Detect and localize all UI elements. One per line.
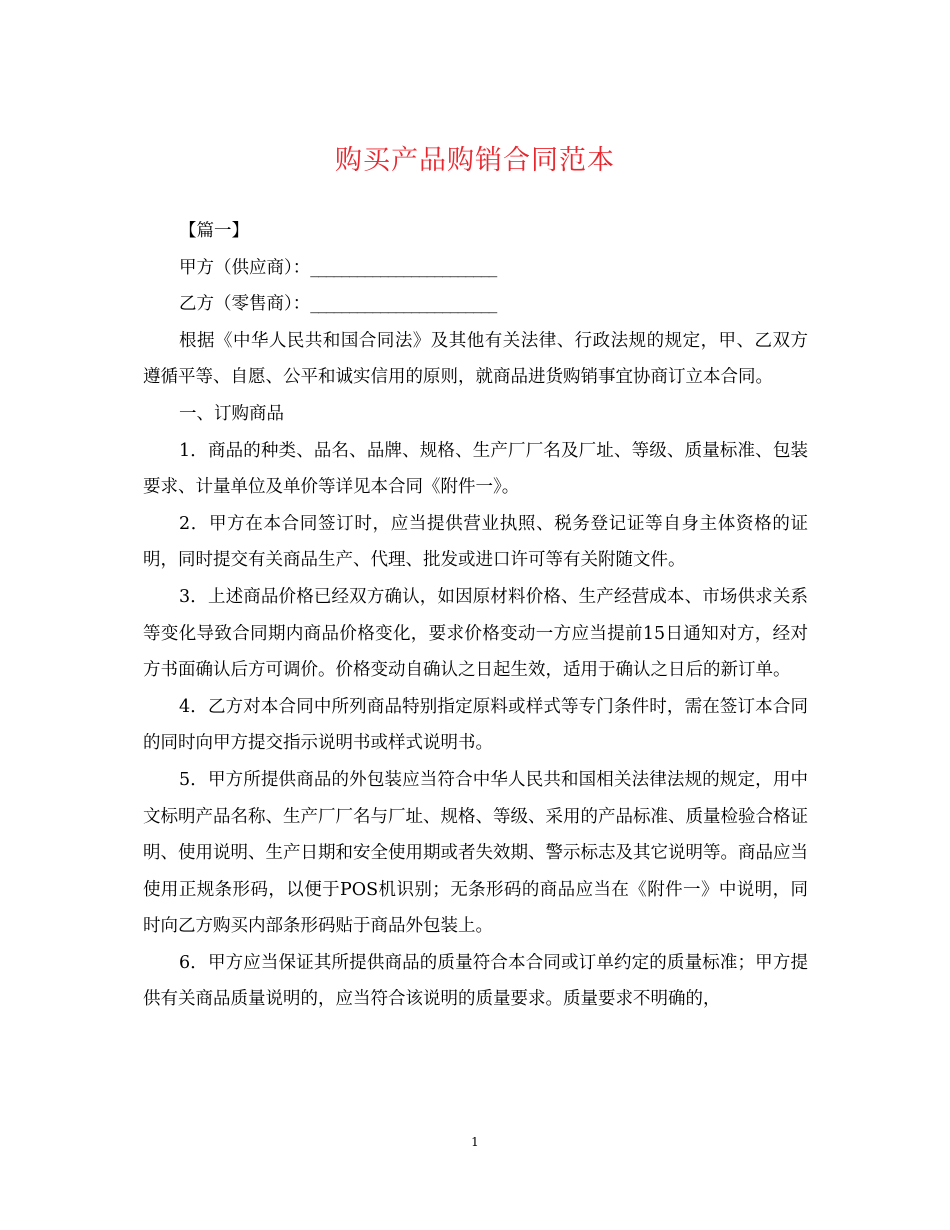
paragraph-preamble: 根据《中华人民共和国合同法》及其他有关法律、行政法规的规定，甲、乙双方遵循平等、自愿、公平和诚实信用的原则，就商品进货购销事宜协商订立本合同。 <box>143 330 808 388</box>
page-number: 1 <box>471 1135 479 1149</box>
paragraph-clause-4: 4．乙方对本合同中所列商品特别指定原料或样式等专门条件时，需在签订本合同的同时向甲方提交指示说明书或样式说明书。 <box>143 696 808 754</box>
party-b-blank: ________________________ <box>310 294 497 315</box>
section-label: 【篇一】 <box>179 221 249 241</box>
party-a-blank: ________________________ <box>310 257 497 278</box>
party-b-line <box>143 286 808 323</box>
document-body <box>143 213 808 1018</box>
document-title: 购买产品购销合同范本 <box>335 145 615 176</box>
party-a-label: 甲方（供应商）： <box>179 257 311 278</box>
party-a-line <box>143 250 808 287</box>
paragraph-clause-6: 6．甲方应当保证其所提供商品的质量符合本合同或订单约定的质量标准；甲方提供有关商品质量说明的，应当符合该说明的质量要求。质量要求不明确的， <box>143 952 808 1010</box>
paragraph-clause-2: 2．甲方在本合同签订时，应当提供营业执照、税务登记证等自身主体资格的证明，同时提交有关商品生产、代理、批发或进口许可等有关附随文件。 <box>143 513 808 571</box>
paragraph-clause-1: 1．商品的种类、品名、品牌、规格、生产厂厂名及厂址、等级、质量标准、包装要求、计量单位及单价等详见本合同《附件一》。 <box>143 440 808 498</box>
party-b-label: 乙方（零售商）： <box>179 294 311 315</box>
section-heading <box>143 213 808 250</box>
paragraph-clause-3: 3．上述商品价格已经双方确认，如因原材料价格、生产经营成本、市场供求关系等变化导致合同期内商品价格变化，要求价格变动一方应当提前15日通知对方，经对方书面确认后方可调价。价格变动自确认之日起生效，适用于确认之日后的新订单。 <box>143 586 808 681</box>
paragraph-clause-5: 5．甲方所提供商品的外包装应当符合中华人民共和国相关法律法规的规定，用中文标明产品名称、生产厂厂名与厂址、规格、等级、采用的产品标准、质量检验合格证明、使用说明、生产日期和安全使用期或者失效期、警示标志及其它说明等。商品应当使用正规条形码，以便于POS机识别；无条形码的商品应当在《附件一》中说明，同时向乙方购买内部条形码贴于商品外包装上。 <box>143 769 808 937</box>
paragraph-heading-order: 一、订购商品 <box>179 403 284 424</box>
